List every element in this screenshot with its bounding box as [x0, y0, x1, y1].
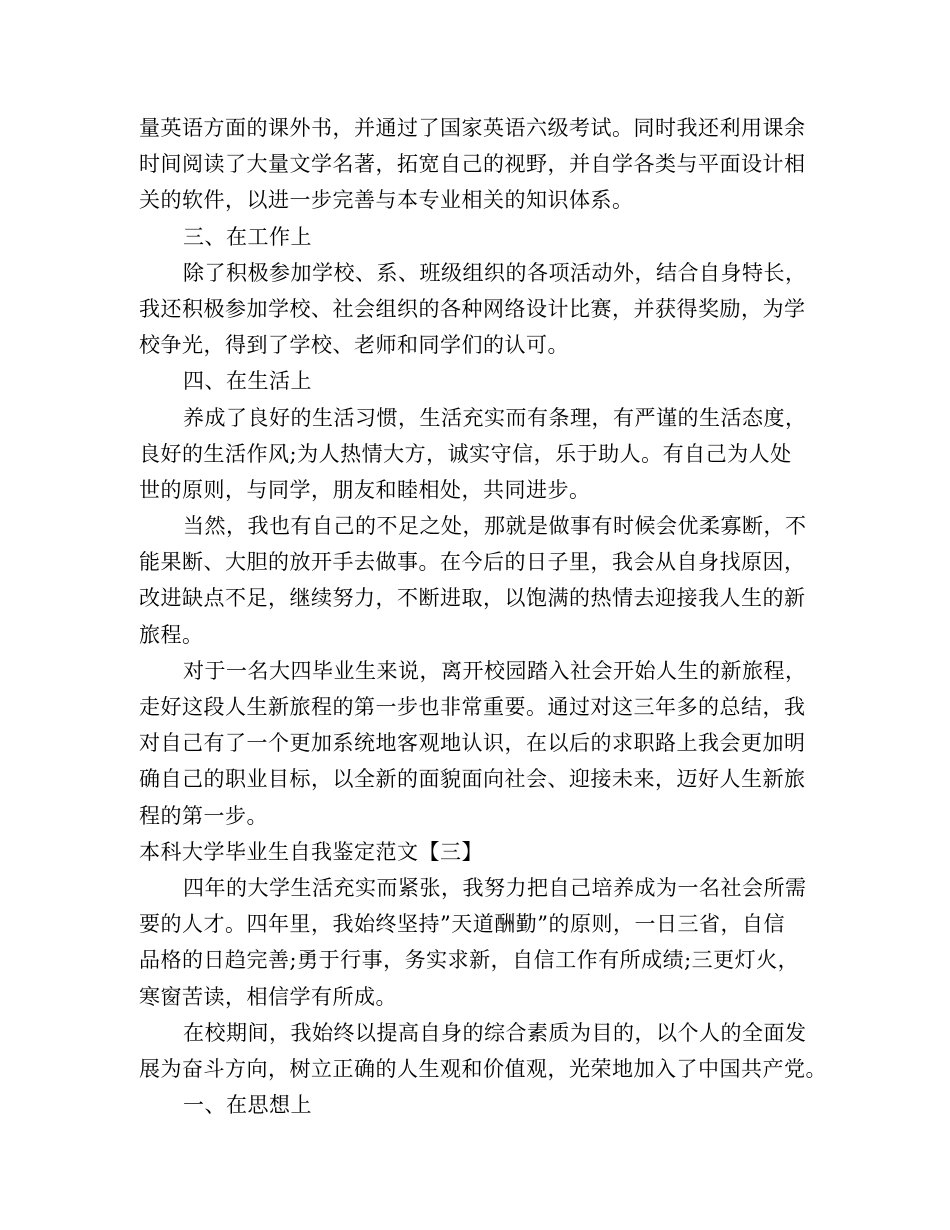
paragraph-line: 良好的生活作风;为人热情大方，诚实守信，乐于助人。有自己为人处 — [139, 441, 792, 466]
paragraph-line-indented: 当然，我也有自己的不足之处，那就是做事有时候会优柔寡断，不 — [183, 514, 807, 539]
paragraph-line: 时间阅读了大量文学名著，拓宽自己的视野，并自学各类与平面设计相 — [139, 152, 806, 177]
paragraph-line-indented: 除了积极参加学校、系、班级组织的各项活动外，结合自身特长， — [183, 260, 807, 285]
paragraph-line: 改进缺点不足，继续努力，不断进取，以饱满的热情去迎接我人生的新 — [139, 586, 806, 611]
paragraph-line: 能果断、大胆的放开手去做事。在今后的日子里，我会从自身找原因， — [139, 550, 806, 575]
paragraph-line: 世的原则，与同学，朋友和睦相处，共同进步。 — [139, 477, 591, 502]
paragraph-line: 要的人才。四年里，我始终坚持”天道酬勤”的原则，一日三省，自信 — [139, 912, 785, 937]
paragraph-line: 我还积极参加学校、社会组织的各种网络设计比赛，并获得奖励，为学 — [139, 296, 806, 321]
paragraph-line: 对自己有了一个更加系统地客观地认识，在以后的求职路上我会更加明 — [139, 731, 806, 756]
paragraph-line: 寒窗苦读，相信学有所成。 — [139, 984, 397, 1009]
paragraph-line: 校争光，得到了学校、老师和同学们的认可。 — [139, 333, 569, 358]
paragraph-line: 旅程。 — [139, 622, 204, 647]
document-body — [139, 110, 829, 1123]
paragraph-line-indented: 在校期间，我始终以提高自身的综合素质为目的，以个人的全面发 — [183, 1020, 807, 1045]
paragraph-line: 展为奋斗方向，树立正确的人生观和价值观，光荣地加入了中国共产党。 — [139, 1056, 827, 1081]
paragraph-line-indented: 三、在工作上 — [183, 224, 312, 249]
paragraph-line: 关的软件，以进一步完善与本专业相关的知识体系。 — [139, 188, 634, 213]
paragraph-line: 走好这段人生新旅程的第一步也非常重要。通过对这三年多的总结，我 — [139, 695, 806, 719]
paragraph-line: 品格的日趋完善;勇于行事，务实求新，自信工作有所成绩;三更灯火， — [139, 948, 800, 973]
paragraph-line-indented: 一、在思想上 — [183, 1093, 312, 1118]
paragraph-line: 程的第一步。 — [139, 803, 268, 828]
paragraph-line-indented: 四、在生活上 — [183, 369, 312, 394]
paragraph-line-indented: 对于一名大四毕业生来说，离开校园踏入社会开始人生的新旅程， — [183, 658, 807, 683]
paragraph-line-indented: 四年的大学生活充实而紧张，我努力把自己培养成为一名社会所需 — [183, 875, 807, 900]
paragraph-line: 本科大学毕业生自我鉴定范文【三】 — [139, 839, 483, 864]
paragraph-line: 确自己的职业目标，以全新的面貌面向社会、迎接未来，迈好人生新旅 — [139, 767, 806, 792]
paragraph-line-indented: 养成了良好的生活习惯，生活充实而有条理，有严谨的生活态度， — [183, 405, 807, 430]
paragraph-line: 量英语方面的课外书，并通过了国家英语六级考试。同时我还利用课余 — [139, 116, 806, 140]
